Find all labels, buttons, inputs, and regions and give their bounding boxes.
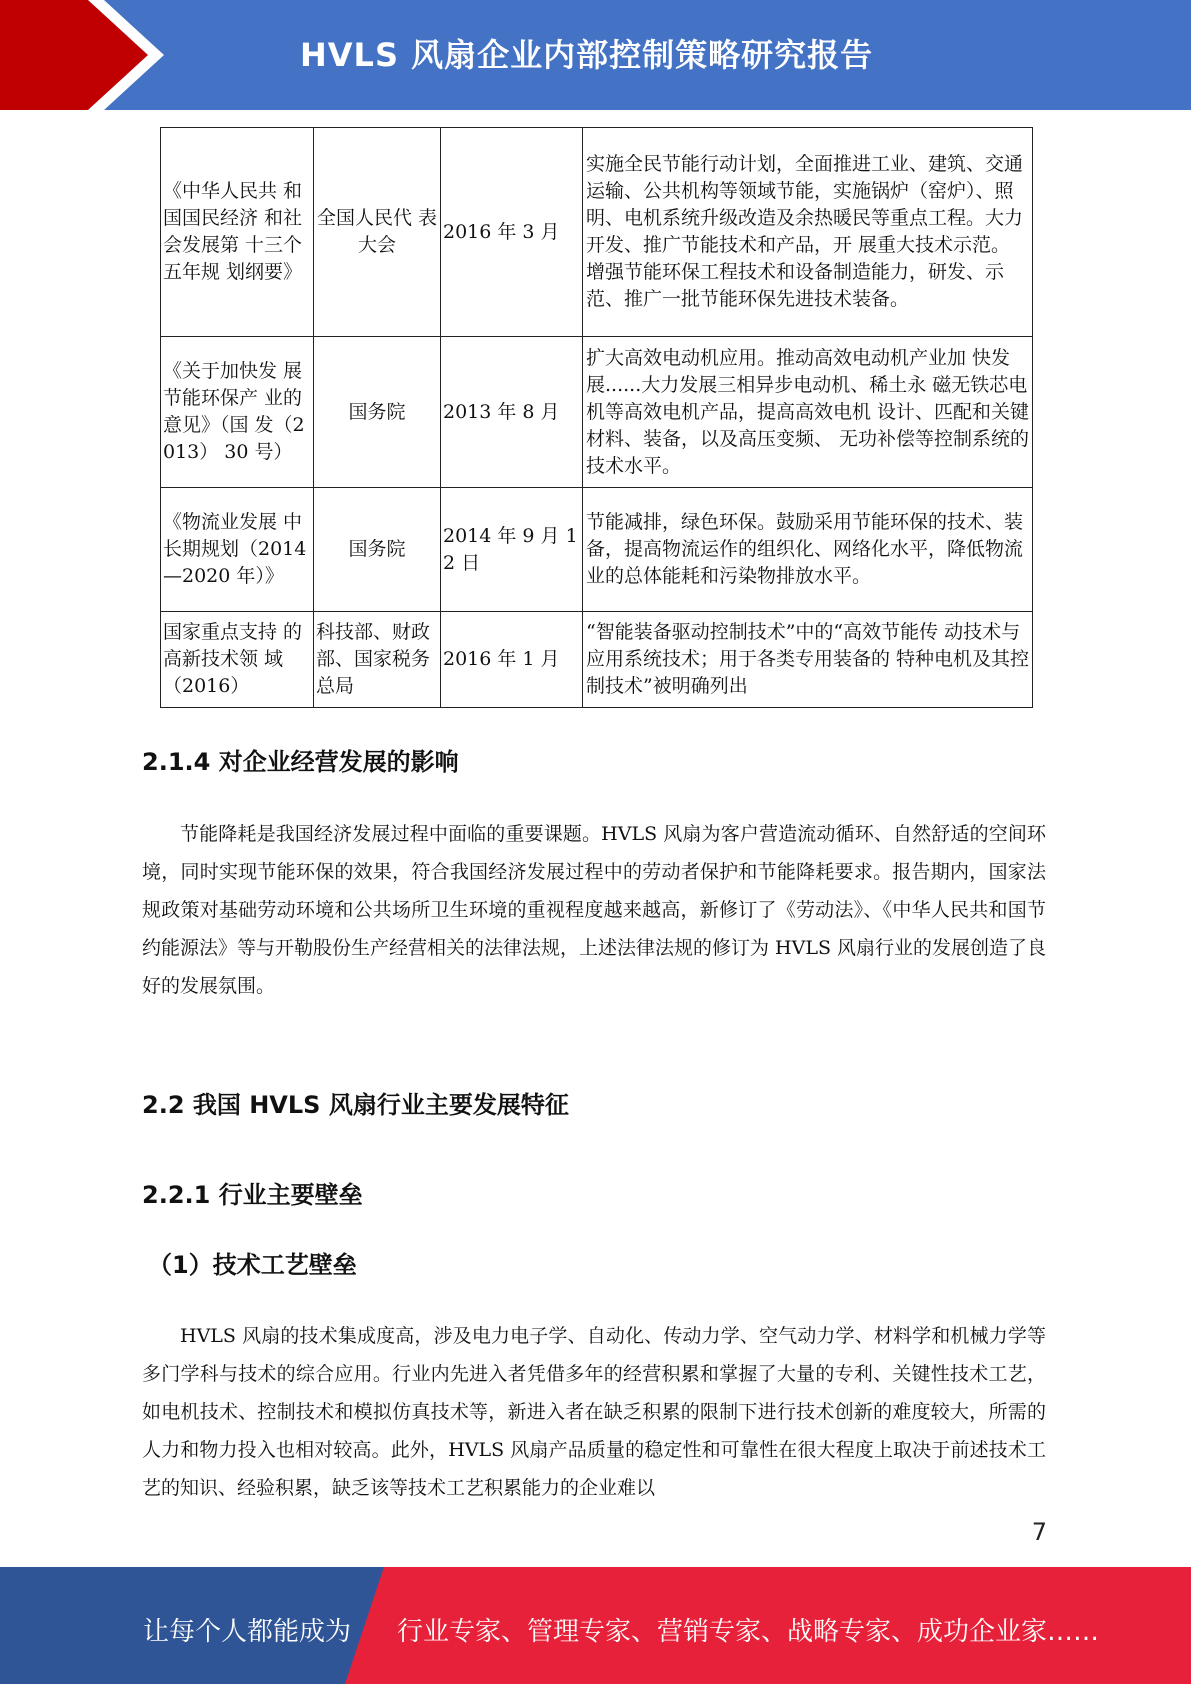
footer-slogan-right: 行业专家、管理专家、营销专家、战略专家、成功企业家…… bbox=[397, 1617, 1100, 1647]
issuer-cell: 全国人民代 表大会 bbox=[314, 128, 441, 337]
subsection-heading-technology-barrier: （1）技术工艺壁垒 bbox=[148, 1251, 357, 1279]
section-heading-2-1-4: 2.1.4 对企业经营发展的影响 bbox=[142, 748, 459, 776]
table-row bbox=[161, 128, 1033, 337]
policy-table bbox=[160, 127, 1033, 708]
page-header bbox=[0, 0, 1191, 110]
content-paragraph: 实施全民节能行动计划，全面推进工业、建筑、交通运输、公共机构等领域节能，实施锅炉（窑炉）、照明、电机系统升级改造及余热暖民等重点工程。大力开发、推广节能技术和产品，开 展重大技术示范。 bbox=[586, 153, 1024, 256]
technology-barrier-paragraph: HVLS 风扇的技术集成度高，涉及电力电子学、自动化、传动力学、空气动力学、材料学和机械力学等多门学科与技术的综合应用。行业内先进入者凭借多年的经营积累和掌握了大量的专利、关键性技术工艺，如电机技术、控制技术和模拟仿真技术等，新进入者在缺乏积累的限制下进行技术创新的难度较大，所需的人力和物力投入也相对较高。此外，HVLS 风扇产品质量的稳定性和可靠性在很大程度上取决于前述技术工艺的知识、经验积累，缺乏该等技术工艺积累能力的企业难以 bbox=[142, 1325, 1046, 1499]
table-row bbox=[161, 337, 1033, 488]
issuer-cell: 国务院 bbox=[314, 337, 441, 488]
issuer-cell: 科技部、财政部、国家税务总局 bbox=[314, 612, 441, 708]
page-footer bbox=[0, 1567, 1191, 1684]
content-paragraph: 扩大高效电动机应用。推动高效电动机产业加 快发展......大力发展三相异步电动机、稀土永 磁无铁芯电机等高效电机产品，提高高效电机 设计、匹配和关键材料、装备，以及高压变频、 无功补偿等控制系统的技术水平。 bbox=[586, 346, 1030, 477]
table-row bbox=[161, 488, 1033, 612]
header-red-arrow bbox=[0, 0, 148, 110]
section-heading-2-2: 2.2 我国 HVLS 风扇行业主要发展特征 bbox=[142, 1091, 569, 1119]
policy-name-cell: 《关于加快发 展节能环保产 业的意见》（国 发（2013） 30 号） bbox=[161, 337, 314, 488]
issuer-cell: 国务院 bbox=[314, 488, 441, 612]
date-cell: 2014 年 9 月 12 日 bbox=[441, 488, 583, 612]
date-cell: 2013 年 8 月 bbox=[441, 337, 583, 488]
section-heading-2-2-1: 2.2.1 行业主要壁垒 bbox=[142, 1181, 363, 1209]
content-paragraph: 增强节能环保工程技术和设备制造能力，研发、示范、推广一批节能环保先进技术装备。 bbox=[586, 261, 1005, 310]
section-2-1-4-paragraph: 节能降耗是我国经济发展过程中面临的重要课题。HVLS 风扇为客户营造流动循环、自然舒适的空间环境，同时实现节能环保的效果，符合我国经济发展过程中的劳动者保护和节能降耗要求。报告期内，国家法规政策对基础劳动环境和公共场所卫生环境的重视程度越来越高，新修订了《劳动法》、《中华人民共和国节约能源法》等与开勒股份生产经营相关的法律法规，上述法律法规的修订为 HVLS 风扇行业的发展创造了良好的发展氛围。 bbox=[142, 823, 1047, 997]
content-cell bbox=[583, 488, 1033, 612]
footer-slogan-left: 让每个人都能成为 bbox=[143, 1617, 352, 1647]
page-number: 7 bbox=[1031, 1518, 1047, 1546]
policy-name-cell: 国家重点支持 的高新技术领 域（2016） bbox=[161, 612, 314, 708]
date-cell: 2016 年 3 月 bbox=[441, 128, 583, 337]
date-cell: 2016 年 1 月 bbox=[441, 612, 583, 708]
content-paragraph: “智能装备驱动控制技术”中的“高效节能传 动技术与应用系统技术；用于各类专用装备的 特种电机及其控制技术”被明确列出 bbox=[586, 621, 1030, 697]
table-row bbox=[161, 612, 1033, 708]
policy-name-cell: 《中华人民共 和国国民经济 和社会发展第 十三个五年规 划纲要》 bbox=[161, 128, 314, 337]
document-title: HVLS 风扇企业内部控制策略研究报告 bbox=[300, 36, 874, 74]
content-cell bbox=[583, 337, 1033, 488]
content-paragraph: 节能减排，绿色环保。鼓励采用节能环保的技术、装备，提高物流运作的组织化、网络化水平，降低物流业的总体能耗和污染物排放水平。 bbox=[586, 511, 1024, 587]
policy-name-cell: 《物流业发展 中长期规划（2014—2020 年）》 bbox=[161, 488, 314, 612]
content-cell bbox=[583, 612, 1033, 708]
content-cell bbox=[583, 128, 1033, 337]
